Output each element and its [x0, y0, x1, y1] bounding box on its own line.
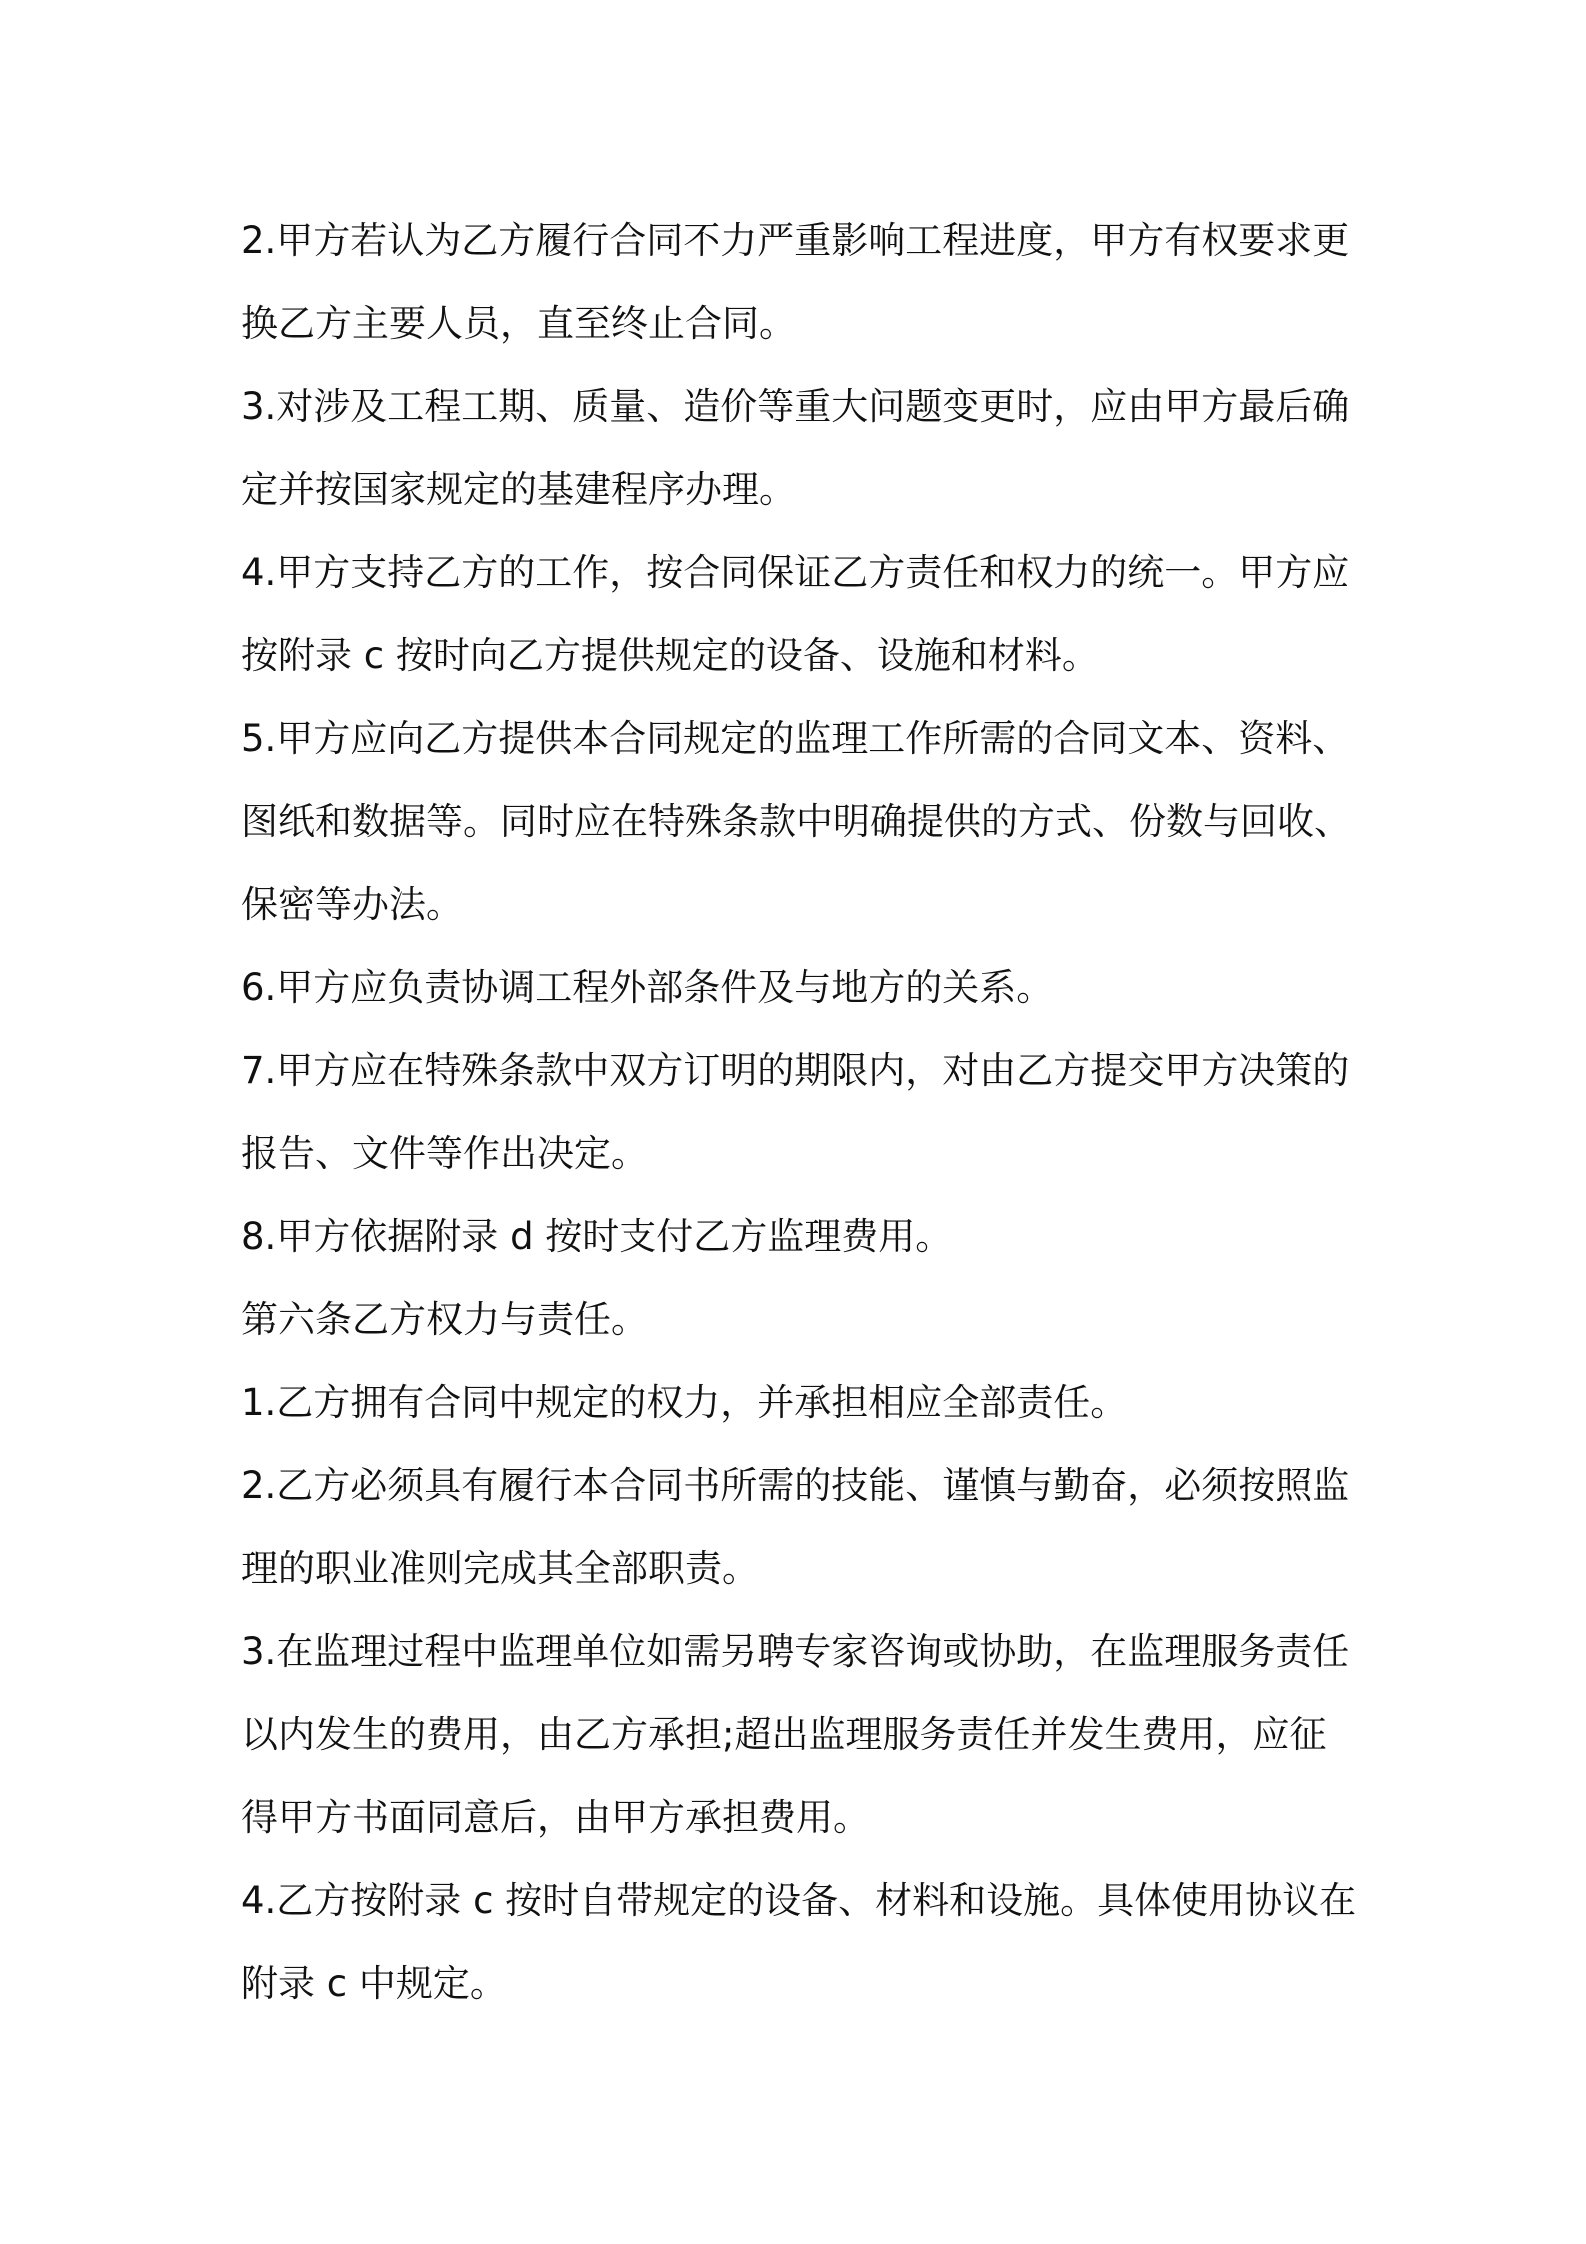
text-line: 按附录 c 按时向乙方提供规定的设备、设施和材料。 — [241, 634, 1099, 677]
text-line: 换乙方主要人员，直至终止合同。 — [241, 302, 796, 345]
text-line: 3.对涉及工程工期、质量、造价等重大问题变更时，应由甲方最后确 — [241, 385, 1350, 428]
text-line: 4.甲方支持乙方的工作，按合同保证乙方责任和权力的统一。甲方应 — [241, 551, 1350, 594]
text-line: 2.乙方必须具有履行本合同书所需的技能、谨慎与勤奋，必须按照监 — [241, 1464, 1350, 1507]
text-line: 报告、文件等作出决定。 — [241, 1132, 648, 1175]
text-line: 以内发生的费用，由乙方承担;超出监理服务责任并发生费用，应征 — [241, 1713, 1327, 1756]
text-line: 理的职业准则完成其全部职责。 — [241, 1547, 759, 1590]
text-line: 得甲方书面同意后，由甲方承担费用。 — [241, 1796, 870, 1839]
text-line: 2.甲方若认为乙方履行合同不力严重影响工程进度，甲方有权要求更 — [241, 219, 1350, 262]
text-line: 8.甲方依据附录 d 按时支付乙方监理费用。 — [241, 1215, 953, 1258]
text-line: 6.甲方应负责协调工程外部条件及与地方的关系。 — [241, 966, 1054, 1009]
text-line: 保密等办法。 — [241, 883, 463, 926]
text-line: 附录 c 中规定。 — [241, 1962, 507, 2005]
text-line: 7.甲方应在特殊条款中双方订明的期限内，对由乙方提交甲方决策的 — [241, 1049, 1350, 1092]
text-line: 4.乙方按附录 c 按时自带规定的设备、材料和设施。具体使用协议在 — [241, 1879, 1357, 1922]
text-line: 5.甲方应向乙方提供本合同规定的监理工作所需的合同文本、资料、 — [241, 717, 1350, 760]
text-line: 定并按国家规定的基建程序办理。 — [241, 468, 796, 511]
section-heading: 第六条乙方权力与责任。 — [241, 1298, 648, 1341]
text-line: 图纸和数据等。同时应在特殊条款中明确提供的方式、份数与回收、 — [241, 800, 1351, 843]
text-line: 3.在监理过程中监理单位如需另聘专家咨询或协助，在监理服务责任 — [241, 1630, 1350, 1673]
text-line: 1.乙方拥有合同中规定的权力，并承担相应全部责任。 — [241, 1381, 1128, 1424]
document-body — [241, 199, 1361, 2025]
